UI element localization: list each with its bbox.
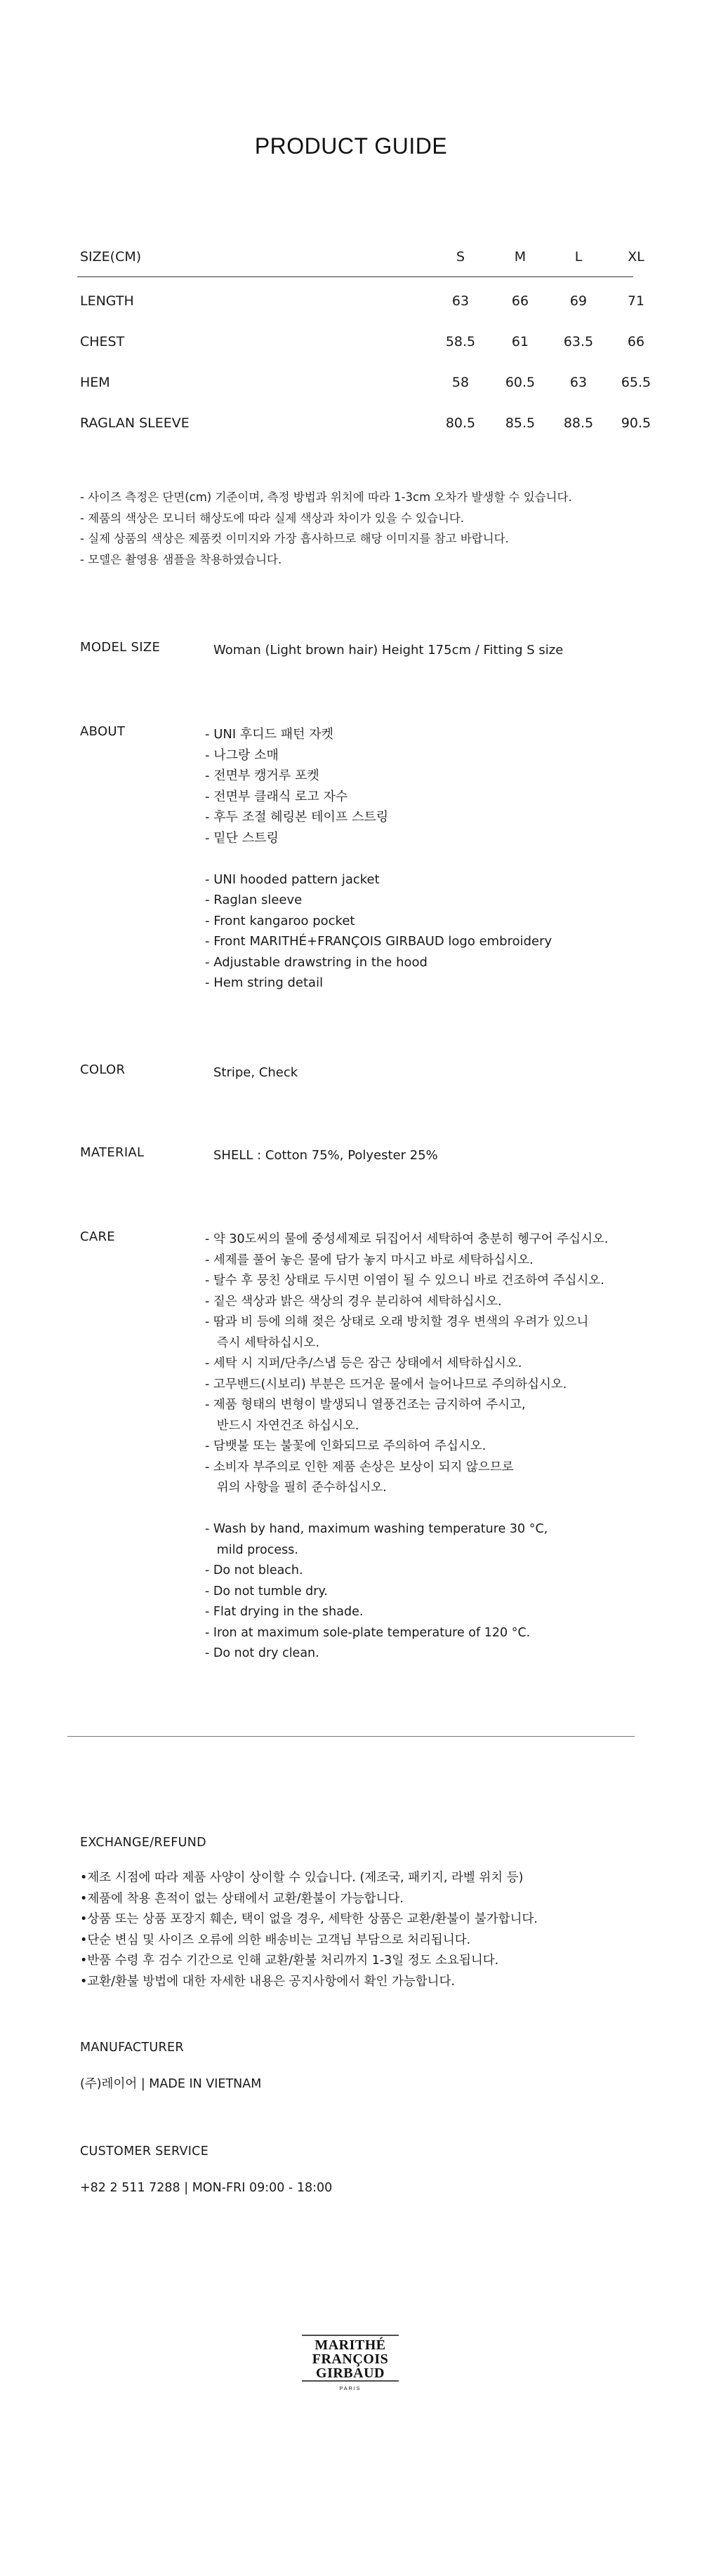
- cell-value: 63: [569, 375, 588, 390]
- model-size-value: Woman (Light brown hair) Height 175cm / Fitting S size: [213, 643, 564, 658]
- table-row: [77, 409, 651, 450]
- care-line: - 세제를 풀어 놓은 물에 담가 놓지 마시고 바로 세탁하십시오.: [205, 1253, 534, 1267]
- size-table-header: [77, 243, 644, 277]
- row-label: HEM: [80, 375, 110, 390]
- customer-service-value: +82 2 511 7288 | MON-FRI 09:00 - 18:00: [80, 2181, 333, 2195]
- care-line: - Do not dry clean.: [205, 1646, 319, 1660]
- care-line: - Do not tumble dry.: [205, 1584, 328, 1599]
- care-line: - Flat drying in the shade.: [205, 1605, 364, 1619]
- brand-logo: [298, 2334, 403, 2394]
- cell-value: 58: [451, 375, 470, 390]
- exchange-heading: EXCHANGE/REFUND: [80, 1836, 206, 1850]
- about-line: - 후두 조절 헤링본 테이프 스트링: [205, 810, 389, 825]
- page-title: PRODUCT GUIDE: [254, 133, 448, 159]
- cell-value: 61: [511, 334, 529, 349]
- about-line: - 나그랑 소매: [205, 747, 279, 763]
- model-size-label: MODEL SIZE: [80, 640, 161, 655]
- cell-value: 85.5: [505, 415, 536, 431]
- exchange-line: •교환/환불 방법에 대한 자세한 내용은 공지사항에서 확인 가능합니다.: [80, 1974, 456, 1989]
- material-section: [80, 1145, 642, 1166]
- care-line: - 담뱃불 또는 불꽃에 인화되므로 주의하여 주십시오.: [205, 1439, 486, 1453]
- about-line: - Adjustable drawstring in the hood: [205, 954, 428, 970]
- about-section: [80, 724, 642, 991]
- logo-sub: PARIS: [339, 2387, 362, 2391]
- note-line: - 제품의 색상은 모니터 해상도에 따라 실제 색상과 차이가 있을 수 있습니다.: [80, 511, 465, 525]
- header-xl: XL: [628, 249, 644, 265]
- logo-line-3: GIRBAUD: [316, 2365, 385, 2381]
- table-row: [77, 287, 645, 328]
- exchange-line: •단순 변심 및 사이즈 오류에 의한 배송비는 고객님 부담으로 처리됩니다.: [80, 1933, 471, 1947]
- about-line: - Raglan sleeve: [205, 893, 303, 907]
- about-label: ABOUT: [80, 724, 126, 739]
- about-line: - 밑단 스트링: [205, 830, 279, 846]
- row-label: RAGLAN SLEEVE: [80, 415, 190, 431]
- about-line: - Hem string detail: [205, 975, 324, 990]
- care-line: mild process.: [205, 1542, 298, 1557]
- customer-service-section: [80, 2144, 656, 2199]
- row-label: LENGTH: [80, 293, 134, 309]
- header-m: M: [514, 249, 526, 265]
- cell-value: 60.5: [505, 375, 536, 390]
- note-line: - 사이즈 측정은 단면(cm) 기준이며, 측정 방법과 위치에 따라 1-3cm 오차가 발생할 수 있습니다.: [80, 490, 572, 504]
- note-line: - 모델은 촬영용 샘플을 착용하였습니다.: [80, 552, 282, 566]
- size-table: [77, 243, 651, 450]
- header-size-cm: SIZE(CM): [80, 249, 142, 265]
- about-list: [205, 724, 654, 994]
- exchange-line: •상품 또는 상품 포장지 훼손, 택이 없을 경우, 세탁한 상품은 교환/환불이 불가합니다.: [80, 1912, 538, 1926]
- care-line: - 고무밴드(시보리) 부분은 뜨거운 물에서 늘어나므로 주의하십시오.: [205, 1377, 567, 1392]
- care-section: [80, 1229, 642, 1664]
- color-label: COLOR: [80, 1062, 126, 1077]
- spacer: [205, 1499, 654, 1520]
- about-line: - Front kangaroo pocket: [205, 913, 355, 928]
- manufacturer-section: [80, 2041, 656, 2095]
- model-size-section: [80, 640, 642, 661]
- logo-line-2: FRANÇOIS: [312, 2351, 389, 2367]
- cell-value: 66: [627, 334, 645, 349]
- care-line: - 세탁 시 지퍼/단추/스냅 등은 잠근 상태에서 세탁하십시오.: [205, 1356, 522, 1370]
- customer-service-heading: CUSTOMER SERVICE: [80, 2144, 209, 2158]
- exchange-section: [80, 1836, 656, 1992]
- cell-value: 58.5: [445, 334, 476, 349]
- care-line: - 약 30도씨의 물에 중성세제로 뒤집어서 세탁하여 충분히 헹구어 주십시오.: [205, 1232, 609, 1246]
- about-line: - UNI 후디드 패턴 자켓: [205, 727, 334, 742]
- about-line: - 전면부 캥거루 포켓: [205, 768, 319, 783]
- table-row: [77, 368, 651, 409]
- exchange-line: •반품 수령 후 검수 기간으로 인해 교환/환불 처리까지 1-3일 정도 소요됩니다.: [80, 1954, 499, 1968]
- section-divider: [67, 1736, 635, 1737]
- care-line: - Iron at maximum sole-plate temperature of 120 °C.: [205, 1625, 531, 1640]
- about-line: - 전면부 클래식 로고 자수: [205, 789, 348, 804]
- care-line: 반드시 자연건조 하십시오.: [205, 1418, 359, 1433]
- manufacturer-value: (주)레이어 | MADE IN VIETNAM: [80, 2077, 262, 2091]
- cell-value: 69: [569, 293, 588, 309]
- table-row: [77, 328, 645, 368]
- note-line: - 실제 상품의 색상은 제품컷 이미지와 가장 흡사하므로 해당 이미지를 참고 바랍니다.: [80, 532, 509, 545]
- measurement-notes: [80, 487, 656, 570]
- care-line: - Wash by hand, maximum washing temperature 30 °C,: [205, 1522, 548, 1536]
- material-value: SHELL : Cotton 75%, Polyester 25%: [213, 1148, 438, 1163]
- care-label: CARE: [80, 1229, 115, 1244]
- logo-line-1: MARITHÉ: [314, 2337, 386, 2353]
- exchange-line: •제조 시점에 따라 제품 사양이 상이할 수 있습니다. (제조국, 패키지, 라벨 위치 등): [80, 1871, 524, 1885]
- cell-value: 63.5: [563, 334, 594, 349]
- care-line: - 짙은 색상과 밝은 색상의 경우 분리하여 세탁하십시오.: [205, 1294, 502, 1309]
- color-value: Stripe, Check: [213, 1065, 298, 1080]
- care-line: 즉시 세탁하십시오.: [205, 1335, 320, 1350]
- color-section: [80, 1062, 642, 1083]
- cell-value: 88.5: [563, 415, 594, 431]
- cell-value: 66: [511, 293, 529, 309]
- about-line: - UNI hooded pattern jacket: [205, 872, 380, 887]
- care-line: 위의 사항을 필히 준수하십시오.: [205, 1481, 387, 1495]
- header-l: L: [574, 249, 583, 265]
- care-line: - 땀과 비 등에 의해 젖은 상태로 오래 방치할 경우 변색의 우려가 있으니: [205, 1315, 589, 1329]
- header-s: S: [456, 249, 465, 265]
- cell-value: 90.5: [621, 415, 651, 431]
- cell-value: 80.5: [445, 415, 476, 431]
- care-list: [205, 1229, 654, 1664]
- cell-value: 63: [451, 293, 470, 309]
- care-line: - 제품 형태의 변형이 발생되니 열풍건조는 금지하여 주시고,: [205, 1398, 526, 1412]
- cell-value: 71: [627, 293, 645, 309]
- cell-value: 65.5: [621, 375, 651, 390]
- spacer: [205, 848, 654, 869]
- manufacturer-heading: MANUFACTURER: [80, 2041, 184, 2055]
- material-label: MATERIAL: [80, 1145, 145, 1160]
- care-line: - 소비자 부주의로 인한 제품 손상은 보상이 되지 않으므로: [205, 1460, 514, 1474]
- row-label: CHEST: [80, 334, 125, 349]
- care-line: - 탈수 후 뭉친 상태로 두시면 이염이 될 수 있으니 바로 건조하여 주십시오.: [205, 1274, 604, 1288]
- exchange-line: •제품에 착용 흔적이 없는 상태에서 교환/환불이 가능합니다.: [80, 1891, 404, 1906]
- care-line: - Do not bleach.: [205, 1563, 303, 1577]
- about-line: - Front MARITHÉ+FRANÇOIS GIRBAUD logo embroidery: [205, 934, 552, 949]
